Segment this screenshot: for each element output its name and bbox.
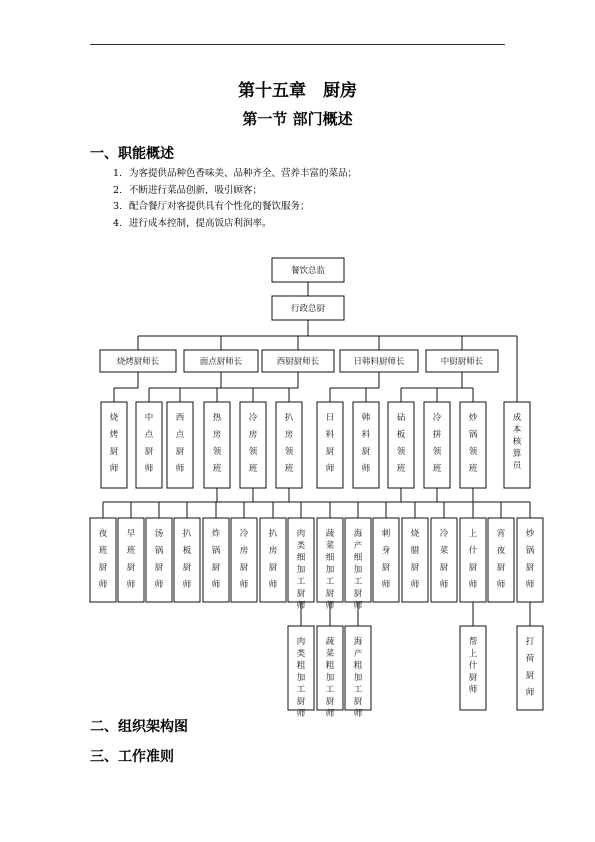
org-staff-label: 锅 xyxy=(525,546,535,556)
org-sub-label: 厨 xyxy=(468,673,478,683)
org-chief-label: 面点厨师长 xyxy=(199,357,243,367)
org-staff-label: 工 xyxy=(296,577,306,587)
org-staff-label: 冷 xyxy=(439,529,449,539)
org-staff-label: 腊 xyxy=(410,546,420,556)
org-staff-label: 刺 xyxy=(381,529,391,539)
org-staff-label: 班 xyxy=(98,546,108,556)
org-lead-label: 料 xyxy=(361,430,371,440)
org-lead-label: 成 xyxy=(512,413,522,423)
org-sub-label: 加 xyxy=(325,673,335,683)
org-staff-label: 工 xyxy=(353,577,363,587)
org-staff-label: 锅 xyxy=(211,546,221,556)
org-staff-label: 厨 xyxy=(439,563,449,573)
org-sub-label: 厨 xyxy=(325,697,335,707)
org-staff-label: 师 xyxy=(439,580,449,590)
org-sub-label: 工 xyxy=(325,685,335,695)
org-sub-label: 粗 xyxy=(296,661,306,671)
org-sub-label: 加 xyxy=(296,673,306,683)
org-staff-label: 厨 xyxy=(126,563,136,573)
org-staff-label: 炒 xyxy=(525,529,535,539)
org-staff-label: 菜 xyxy=(439,546,449,556)
org-staff-label: 汤 xyxy=(154,529,164,539)
org-staff-label: 菜 xyxy=(325,541,335,551)
org-chief-label: 日韩料厨师长 xyxy=(353,357,405,367)
org-staff-label: 什 xyxy=(468,546,478,556)
org-staff-label: 炸 xyxy=(211,529,221,539)
org-staff-label: 师 xyxy=(211,580,221,590)
org-staff-label: 产 xyxy=(353,541,363,551)
org-staff-label: 房 xyxy=(239,546,249,556)
org-sub-label: 工 xyxy=(353,685,363,695)
heading-org-chart: 二、组织架构图 xyxy=(90,719,188,735)
org-lead-label: 日 xyxy=(325,413,335,423)
org-lead-label: 烧 xyxy=(109,413,119,423)
org-lead-label: 点 xyxy=(144,430,154,440)
heading-rules: 三、工作准则 xyxy=(90,749,174,765)
org-lead-label: 西 xyxy=(175,413,185,423)
org-sub-label: 粗 xyxy=(325,661,335,671)
org-lead-label: 班 xyxy=(212,464,222,474)
org-sub-label: 工 xyxy=(296,685,306,695)
org-staff-label: 厨 xyxy=(381,563,391,573)
org-staff-label: 房 xyxy=(268,546,278,556)
org-lead-label: 冷 xyxy=(248,413,258,423)
org-staff-label: 板 xyxy=(182,546,192,556)
org-staff-label: 厨 xyxy=(211,563,221,573)
org-staff-label: 冷 xyxy=(239,529,249,539)
org-lead-label: 厨 xyxy=(361,447,371,457)
org-sub-label: 上 xyxy=(468,649,478,659)
org-sub-label: 海 xyxy=(353,637,363,647)
org-staff-label: 师 xyxy=(126,580,136,590)
org-sub-label: 厨 xyxy=(353,697,363,707)
org-staff-label: 师 xyxy=(98,580,108,590)
heading-functions: 一、职能概述 xyxy=(90,146,174,162)
org-lead-label: 中 xyxy=(144,413,154,423)
org-sub-label: 师 xyxy=(296,709,306,719)
org-staff-label: 上 xyxy=(468,529,478,539)
org-lead-label: 热 xyxy=(212,413,222,423)
org-staff-label: 师 xyxy=(325,601,335,611)
org-lead-label: 领 xyxy=(248,447,258,457)
org-sub-label: 蔬 xyxy=(325,637,335,647)
org-lead-label: 点 xyxy=(175,430,185,440)
org-staff-label: 加 xyxy=(325,565,335,575)
org-staff-label: 厨 xyxy=(496,563,506,573)
org-sub-label: 菜 xyxy=(325,649,335,659)
org-sub-label: 师 xyxy=(353,709,363,719)
org-staff-label: 细 xyxy=(325,553,335,563)
org-staff-label: 班 xyxy=(126,546,136,556)
org-lead-label: 冷 xyxy=(432,413,442,423)
org-lead-label: 扒 xyxy=(284,413,294,423)
org-staff-label: 细 xyxy=(353,553,363,563)
org-lead-label: 师 xyxy=(109,464,119,474)
org-staff-label: 扒 xyxy=(268,529,278,539)
org-staff-label: 早 xyxy=(126,529,136,539)
org-lead-label: 厨 xyxy=(109,447,119,457)
list-item: 3. 配合餐厅对客提供具有个性化的餐饮服务； xyxy=(113,201,310,212)
org-staff-label: 烧 xyxy=(410,529,420,539)
org-lead-label: 员 xyxy=(512,461,522,471)
org-staff-label: 师 xyxy=(496,580,506,590)
org-staff-label: 厨 xyxy=(98,563,108,573)
org-staff-label: 师 xyxy=(353,601,363,611)
org-lead-label: 班 xyxy=(432,464,442,474)
org-staff-label: 宵 xyxy=(496,529,506,539)
org-staff-label: 厨 xyxy=(296,589,306,599)
list-item: 2. 不断进行菜品创新，吸引顾客； xyxy=(113,184,263,196)
org-lead-label: 韩 xyxy=(361,413,371,423)
org-lead-label: 师 xyxy=(144,464,154,474)
org-staff-label: 锅 xyxy=(154,546,164,556)
org-lead-label: 算 xyxy=(512,449,522,459)
org-lead-label: 师 xyxy=(361,464,371,474)
org-staff-label: 师 xyxy=(182,580,192,590)
org-staff-label: 师 xyxy=(381,580,391,590)
org-staff-label: 工 xyxy=(325,577,335,587)
org-sub-label: 荷 xyxy=(525,654,535,664)
org-lead-label: 本 xyxy=(512,425,522,435)
org-staff-label: 厨 xyxy=(239,563,249,573)
org-sub-label: 类 xyxy=(296,649,306,659)
org-staff-label: 厨 xyxy=(353,589,363,599)
org-sub-label: 帮 xyxy=(468,637,478,647)
org-sub-label: 打 xyxy=(525,637,535,647)
org-staff-label: 师 xyxy=(468,580,478,590)
list-item: 4. 进行成本控制，提高饭店利润率。 xyxy=(113,217,272,229)
org-sub-label: 师 xyxy=(525,688,535,698)
org-lead-label: 房 xyxy=(212,430,222,440)
org-staff-label: 肉 xyxy=(296,529,306,539)
org-lead-label: 班 xyxy=(468,464,478,474)
org-staff-label: 海 xyxy=(353,529,363,539)
org-lead-label: 炒 xyxy=(468,413,478,423)
org-staff-label: 师 xyxy=(268,580,278,590)
org-lead-label: 班 xyxy=(284,464,294,474)
org-sub-label: 厨 xyxy=(525,671,535,681)
org-lead-label: 师 xyxy=(175,464,185,474)
org-top-label: 餐饮总监 xyxy=(290,266,326,276)
org-lead-label: 厨 xyxy=(325,447,335,457)
org-staff-label: 厨 xyxy=(468,563,478,573)
org-staff-label: 夜 xyxy=(98,529,108,539)
org-lead-label: 料 xyxy=(325,430,335,440)
org-lead-label: 房 xyxy=(248,430,258,440)
org-lead-label: 领 xyxy=(468,447,478,457)
org-lead-label: 核 xyxy=(512,437,522,447)
org-sub-label: 加 xyxy=(353,673,363,683)
section-title: 第一节 部门概述 xyxy=(242,110,353,128)
org-sub-label: 产 xyxy=(353,649,363,659)
list-item: 1. 为客提供品种色香味美、品种齐全、营养丰富的菜品； xyxy=(113,168,358,179)
org-staff-label: 师 xyxy=(525,580,535,590)
org-lead-label: 锅 xyxy=(468,430,478,440)
org-staff-label: 师 xyxy=(154,580,164,590)
org-chief-label: 烧烤厨师长 xyxy=(116,357,160,367)
org-staff-label: 厨 xyxy=(154,563,164,573)
org-staff-label: 厨 xyxy=(325,589,335,599)
org-chief-label: 中厨厨师长 xyxy=(440,357,484,367)
org-lead-label: 领 xyxy=(432,447,442,457)
org-staff-label: 师 xyxy=(296,601,306,611)
org-lead-label: 厨 xyxy=(144,447,154,457)
org-staff-label: 身 xyxy=(381,546,391,556)
org-chief-label: 西厨厨师长 xyxy=(276,357,320,367)
org-lead-label: 厨 xyxy=(175,447,185,457)
org-staff-label: 加 xyxy=(296,565,306,575)
org-lead-label: 班 xyxy=(248,464,258,474)
org-lead-label: 板 xyxy=(396,430,406,440)
org-staff-label: 夜 xyxy=(496,546,506,556)
org-staff-label: 加 xyxy=(353,565,363,575)
org-sub-label: 什 xyxy=(468,661,478,671)
org-lead-label: 领 xyxy=(212,447,222,457)
org-staff-label: 厨 xyxy=(182,563,192,573)
org-lead-label: 领 xyxy=(396,447,406,457)
org-lead-label: 砧 xyxy=(396,413,406,423)
org-sub-label: 粗 xyxy=(353,661,363,671)
org-lead-label: 师 xyxy=(325,464,335,474)
org-lead-label: 班 xyxy=(396,464,406,474)
org-sub-label: 厨 xyxy=(296,697,306,707)
org-lead-label: 领 xyxy=(284,447,294,457)
org-staff-label: 蔬 xyxy=(325,529,335,539)
org-sub-label: 师 xyxy=(325,709,335,719)
org-staff-label: 扒 xyxy=(182,529,192,539)
org-sub-label: 肉 xyxy=(296,637,306,647)
org-staff-label: 厨 xyxy=(268,563,278,573)
org-staff-label: 师 xyxy=(410,580,420,590)
chapter-title: 第十五章 厨房 xyxy=(238,81,357,101)
org-staff-label: 类 xyxy=(296,541,306,551)
org-lead-label: 烤 xyxy=(109,430,119,440)
org-lead-label: 拼 xyxy=(432,430,442,440)
org-sub-label: 师 xyxy=(468,685,478,695)
org-lead-label: 房 xyxy=(284,430,294,440)
org-staff-label: 厨 xyxy=(410,563,420,573)
org-staff-label: 厨 xyxy=(525,563,535,573)
org-chef-label: 行政总厨 xyxy=(290,304,326,314)
org-staff-label: 细 xyxy=(296,553,306,563)
org-staff-label: 师 xyxy=(239,580,249,590)
